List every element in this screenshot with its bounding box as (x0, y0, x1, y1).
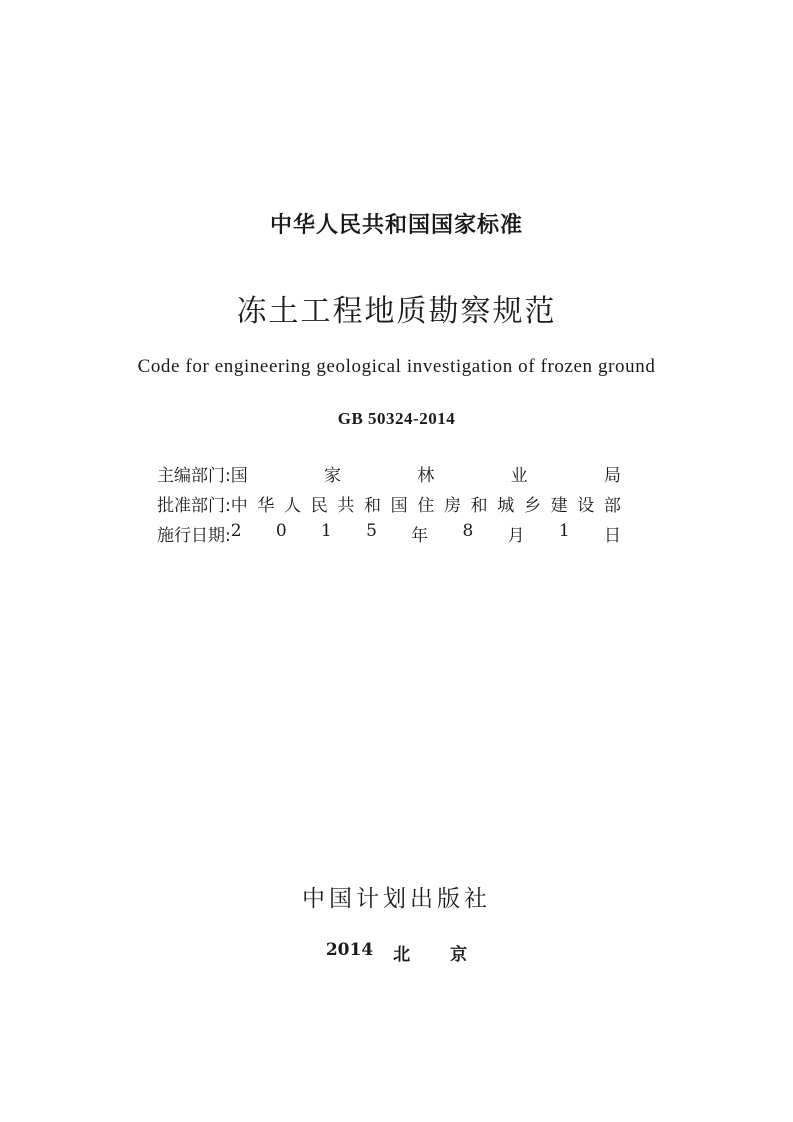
editor-department-row (157, 460, 621, 486)
approver-char: 建 (550, 495, 568, 516)
approver-char: 部 (603, 495, 621, 516)
approver-department-value (231, 491, 621, 516)
publication-city-char: 京 (450, 945, 468, 965)
date-char: 1 (558, 520, 570, 541)
approver-char: 中 (230, 495, 248, 516)
approver-char: 城 (497, 495, 515, 516)
approver-char: 民 (310, 495, 328, 516)
approver-char: 国 (390, 495, 408, 516)
editor-department-label: 主编部门: (157, 465, 231, 486)
publication-city-char: 北 (393, 945, 411, 965)
english-title: Code for engineering geological investigation of frozen ground (137, 356, 656, 377)
date-char: 月 (507, 525, 525, 546)
approver-department-row (157, 490, 621, 516)
standard-code-number: GB 50324-2014 (337, 409, 456, 428)
editor-char: 林 (417, 465, 435, 486)
editor-department-value (231, 461, 621, 486)
approver-char: 和 (364, 495, 382, 516)
approver-char: 共 (337, 495, 355, 516)
date-char: 8 (462, 520, 474, 541)
approver-char: 设 (577, 495, 595, 516)
date-char: 日 (603, 525, 621, 546)
date-char: 0 (275, 520, 287, 541)
approver-department-label: 批准部门: (157, 495, 231, 516)
standard-series-title: 中华人民共和国国家标准 (269, 213, 523, 238)
publisher-name: 中国计划出版社 (302, 886, 491, 912)
approver-char: 乡 (523, 495, 541, 516)
approver-char: 和 (470, 495, 488, 516)
document-title: 冻土工程地质勘察规范 (236, 294, 557, 329)
effective-date-row (157, 520, 621, 546)
date-char: 年 (411, 525, 429, 546)
date-char: 1 (320, 520, 332, 541)
date-char: 5 (366, 520, 377, 541)
approver-char: 人 (284, 495, 302, 516)
publication-year: 2014 (325, 940, 374, 960)
editor-char: 局 (603, 465, 621, 486)
effective-date-value (231, 521, 621, 546)
date-char: 2 (230, 520, 242, 541)
approver-char: 房 (443, 495, 461, 516)
publication-line (0, 940, 793, 965)
approver-char: 住 (417, 495, 435, 516)
editor-char: 国 (230, 465, 248, 486)
editor-char: 业 (510, 465, 528, 486)
effective-date-label: 施行日期: (157, 525, 231, 546)
editor-char: 家 (324, 465, 342, 486)
approver-char: 华 (257, 495, 275, 516)
